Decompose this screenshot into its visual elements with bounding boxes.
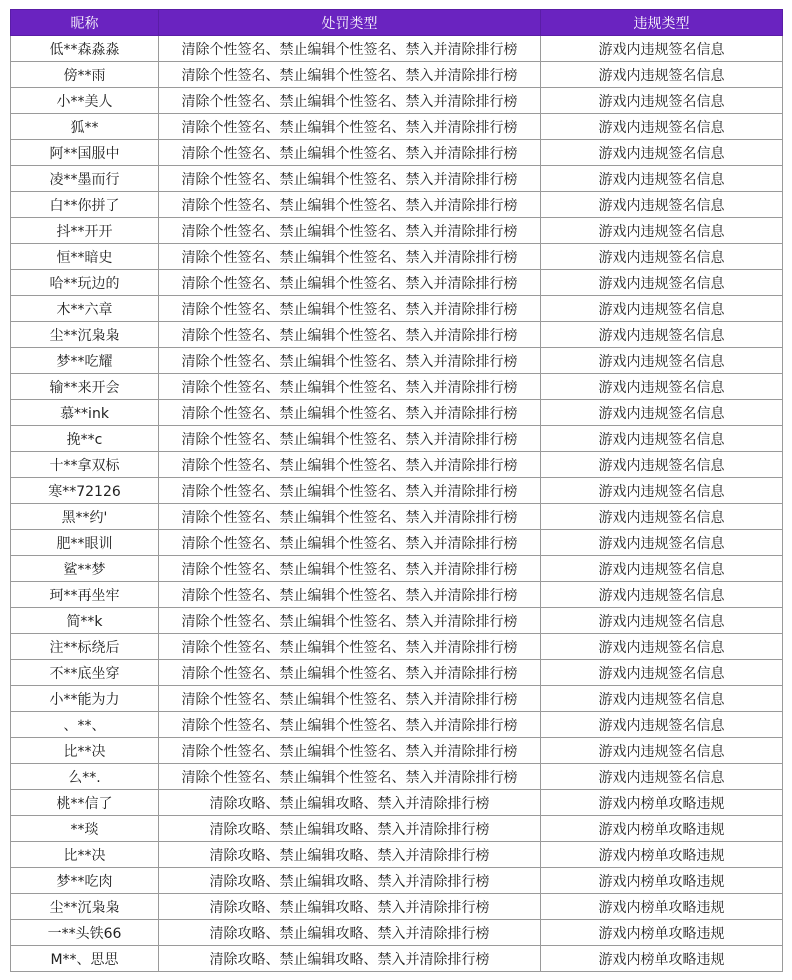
cell-violation-type: 游戏内榜单攻略违规 xyxy=(541,894,783,920)
cell-penalty-type: 清除个性签名、禁止编辑个性签名、禁入并清除排行榜 xyxy=(159,62,541,88)
table-row xyxy=(11,244,783,270)
cell-nickname: 梦**吃肉 xyxy=(11,868,159,894)
cell-nickname: 尘**沉枭枭 xyxy=(11,322,159,348)
cell-nickname: 梦**吃耀 xyxy=(11,348,159,374)
table-row xyxy=(11,62,783,88)
table-row xyxy=(11,452,783,478)
cell-nickname: 抖**开开 xyxy=(11,218,159,244)
cell-nickname: 黑**约' xyxy=(11,504,159,530)
cell-penalty-type: 清除个性签名、禁止编辑个性签名、禁入并清除排行榜 xyxy=(159,426,541,452)
cell-penalty-type: 清除个性签名、禁止编辑个性签名、禁入并清除排行榜 xyxy=(159,140,541,166)
table-row xyxy=(11,608,783,634)
cell-violation-type: 游戏内违规签名信息 xyxy=(541,504,783,530)
table-row xyxy=(11,426,783,452)
cell-nickname: 傍**雨 xyxy=(11,62,159,88)
cell-nickname: 不**底坐穿 xyxy=(11,660,159,686)
cell-nickname: 哈**玩边的 xyxy=(11,270,159,296)
cell-violation-type: 游戏内违规签名信息 xyxy=(541,686,783,712)
cell-penalty-type: 清除攻略、禁止编辑攻略、禁入并清除排行榜 xyxy=(159,842,541,868)
cell-violation-type: 游戏内违规签名信息 xyxy=(541,556,783,582)
cell-violation-type: 游戏内违规签名信息 xyxy=(541,426,783,452)
cell-nickname: 狐** xyxy=(11,114,159,140)
cell-violation-type: 游戏内违规签名信息 xyxy=(541,140,783,166)
table-header-row xyxy=(11,10,783,36)
cell-penalty-type: 清除个性签名、禁止编辑个性签名、禁入并清除排行榜 xyxy=(159,686,541,712)
table-row xyxy=(11,660,783,686)
cell-nickname: 低**森淼淼 xyxy=(11,36,159,62)
cell-penalty-type: 清除个性签名、禁止编辑个性签名、禁入并清除排行榜 xyxy=(159,738,541,764)
cell-violation-type: 游戏内违规签名信息 xyxy=(541,88,783,114)
cell-nickname: 小**能为力 xyxy=(11,686,159,712)
cell-nickname: 比**决 xyxy=(11,842,159,868)
cell-violation-type: 游戏内违规签名信息 xyxy=(541,478,783,504)
cell-penalty-type: 清除个性签名、禁止编辑个性签名、禁入并清除排行榜 xyxy=(159,348,541,374)
cell-penalty-type: 清除个性签名、禁止编辑个性签名、禁入并清除排行榜 xyxy=(159,530,541,556)
table-row xyxy=(11,920,783,946)
table-row xyxy=(11,868,783,894)
table-row xyxy=(11,842,783,868)
cell-violation-type: 游戏内违规签名信息 xyxy=(541,348,783,374)
cell-nickname: 简**k xyxy=(11,608,159,634)
table-row xyxy=(11,374,783,400)
cell-violation-type: 游戏内违规签名信息 xyxy=(541,608,783,634)
table-row xyxy=(11,738,783,764)
cell-penalty-type: 清除个性签名、禁止编辑个性签名、禁入并清除排行榜 xyxy=(159,504,541,530)
cell-nickname: 么**. xyxy=(11,764,159,790)
cell-penalty-type: 清除攻略、禁止编辑攻略、禁入并清除排行榜 xyxy=(159,790,541,816)
cell-nickname: **琰 xyxy=(11,816,159,842)
cell-violation-type: 游戏内违规签名信息 xyxy=(541,452,783,478)
cell-penalty-type: 清除个性签名、禁止编辑个性签名、禁入并清除排行榜 xyxy=(159,582,541,608)
table-row xyxy=(11,218,783,244)
cell-violation-type: 游戏内榜单攻略违规 xyxy=(541,816,783,842)
cell-nickname: 阿**国服中 xyxy=(11,140,159,166)
cell-violation-type: 游戏内违规签名信息 xyxy=(541,530,783,556)
table-row xyxy=(11,270,783,296)
cell-violation-type: 游戏内违规签名信息 xyxy=(541,634,783,660)
header-penalty-type: 处罚类型 xyxy=(159,10,541,36)
cell-nickname: 凌**墨而行 xyxy=(11,166,159,192)
cell-violation-type: 游戏内榜单攻略违规 xyxy=(541,842,783,868)
cell-nickname: 木**六章 xyxy=(11,296,159,322)
cell-penalty-type: 清除个性签名、禁止编辑个性签名、禁入并清除排行榜 xyxy=(159,452,541,478)
cell-violation-type: 游戏内榜单攻略违规 xyxy=(541,920,783,946)
table-row xyxy=(11,712,783,738)
cell-penalty-type: 清除个性签名、禁止编辑个性签名、禁入并清除排行榜 xyxy=(159,218,541,244)
penalty-table xyxy=(10,9,783,972)
cell-nickname: 小**美人 xyxy=(11,88,159,114)
cell-violation-type: 游戏内违规签名信息 xyxy=(541,322,783,348)
cell-violation-type: 游戏内违规签名信息 xyxy=(541,660,783,686)
cell-penalty-type: 清除个性签名、禁止编辑个性签名、禁入并清除排行榜 xyxy=(159,192,541,218)
cell-penalty-type: 清除个性签名、禁止编辑个性签名、禁入并清除排行榜 xyxy=(159,114,541,140)
cell-penalty-type: 清除攻略、禁止编辑攻略、禁入并清除排行榜 xyxy=(159,946,541,972)
cell-nickname: 寒**72126 xyxy=(11,478,159,504)
cell-nickname: 十**拿双标 xyxy=(11,452,159,478)
cell-penalty-type: 清除个性签名、禁止编辑个性签名、禁入并清除排行榜 xyxy=(159,270,541,296)
cell-violation-type: 游戏内违规签名信息 xyxy=(541,218,783,244)
table-row xyxy=(11,764,783,790)
cell-nickname: 、**、 xyxy=(11,712,159,738)
cell-nickname: 桃**信了 xyxy=(11,790,159,816)
table-row xyxy=(11,322,783,348)
cell-nickname: 慕**ink xyxy=(11,400,159,426)
cell-violation-type: 游戏内违规签名信息 xyxy=(541,400,783,426)
cell-penalty-type: 清除攻略、禁止编辑攻略、禁入并清除排行榜 xyxy=(159,816,541,842)
cell-penalty-type: 清除个性签名、禁止编辑个性签名、禁入并清除排行榜 xyxy=(159,478,541,504)
cell-penalty-type: 清除攻略、禁止编辑攻略、禁入并清除排行榜 xyxy=(159,894,541,920)
cell-nickname: 鲨**梦 xyxy=(11,556,159,582)
cell-violation-type: 游戏内榜单攻略违规 xyxy=(541,790,783,816)
cell-penalty-type: 清除个性签名、禁止编辑个性签名、禁入并清除排行榜 xyxy=(159,296,541,322)
cell-penalty-type: 清除个性签名、禁止编辑个性签名、禁入并清除排行榜 xyxy=(159,400,541,426)
cell-violation-type: 游戏内违规签名信息 xyxy=(541,738,783,764)
cell-violation-type: 游戏内违规签名信息 xyxy=(541,192,783,218)
table-row xyxy=(11,504,783,530)
cell-violation-type: 游戏内违规签名信息 xyxy=(541,166,783,192)
cell-penalty-type: 清除个性签名、禁止编辑个性签名、禁入并清除排行榜 xyxy=(159,634,541,660)
header-violation-type: 违规类型 xyxy=(541,10,783,36)
cell-nickname: 一**头铁66 xyxy=(11,920,159,946)
table-row xyxy=(11,36,783,62)
cell-nickname: 尘**沉枭枭 xyxy=(11,894,159,920)
cell-nickname: 恒**暗史 xyxy=(11,244,159,270)
header-nickname: 昵称 xyxy=(11,10,159,36)
table-row xyxy=(11,582,783,608)
cell-violation-type: 游戏内违规签名信息 xyxy=(541,374,783,400)
table-row xyxy=(11,348,783,374)
cell-nickname: 肥**眼训 xyxy=(11,530,159,556)
cell-nickname: 白**你拼了 xyxy=(11,192,159,218)
cell-violation-type: 游戏内违规签名信息 xyxy=(541,244,783,270)
cell-penalty-type: 清除个性签名、禁止编辑个性签名、禁入并清除排行榜 xyxy=(159,88,541,114)
cell-violation-type: 游戏内违规签名信息 xyxy=(541,764,783,790)
cell-penalty-type: 清除个性签名、禁止编辑个性签名、禁入并清除排行榜 xyxy=(159,166,541,192)
table-row xyxy=(11,192,783,218)
cell-violation-type: 游戏内榜单攻略违规 xyxy=(541,946,783,972)
cell-penalty-type: 清除攻略、禁止编辑攻略、禁入并清除排行榜 xyxy=(159,868,541,894)
cell-violation-type: 游戏内违规签名信息 xyxy=(541,296,783,322)
cell-nickname: 比**决 xyxy=(11,738,159,764)
cell-nickname: 注**标绕后 xyxy=(11,634,159,660)
table-row xyxy=(11,530,783,556)
table-row xyxy=(11,556,783,582)
table-row xyxy=(11,634,783,660)
cell-violation-type: 游戏内违规签名信息 xyxy=(541,582,783,608)
cell-penalty-type: 清除个性签名、禁止编辑个性签名、禁入并清除排行榜 xyxy=(159,764,541,790)
table-row xyxy=(11,686,783,712)
cell-violation-type: 游戏内违规签名信息 xyxy=(541,62,783,88)
cell-penalty-type: 清除个性签名、禁止编辑个性签名、禁入并清除排行榜 xyxy=(159,712,541,738)
cell-penalty-type: 清除个性签名、禁止编辑个性签名、禁入并清除排行榜 xyxy=(159,244,541,270)
cell-penalty-type: 清除个性签名、禁止编辑个性签名、禁入并清除排行榜 xyxy=(159,660,541,686)
table-row xyxy=(11,478,783,504)
table-row xyxy=(11,296,783,322)
table-body xyxy=(11,36,783,972)
cell-violation-type: 游戏内违规签名信息 xyxy=(541,270,783,296)
cell-nickname: 珂**再坐牢 xyxy=(11,582,159,608)
table-row xyxy=(11,816,783,842)
table-row xyxy=(11,946,783,972)
cell-penalty-type: 清除个性签名、禁止编辑个性签名、禁入并清除排行榜 xyxy=(159,322,541,348)
table-row xyxy=(11,894,783,920)
cell-nickname: 挽**c xyxy=(11,426,159,452)
cell-nickname: 输**来开会 xyxy=(11,374,159,400)
table-row xyxy=(11,400,783,426)
cell-violation-type: 游戏内违规签名信息 xyxy=(541,114,783,140)
table-row xyxy=(11,140,783,166)
cell-violation-type: 游戏内榜单攻略违规 xyxy=(541,868,783,894)
table-row xyxy=(11,790,783,816)
cell-penalty-type: 清除个性签名、禁止编辑个性签名、禁入并清除排行榜 xyxy=(159,374,541,400)
cell-penalty-type: 清除个性签名、禁止编辑个性签名、禁入并清除排行榜 xyxy=(159,36,541,62)
table-row xyxy=(11,88,783,114)
cell-penalty-type: 清除个性签名、禁止编辑个性签名、禁入并清除排行榜 xyxy=(159,608,541,634)
cell-nickname: M**、思思 xyxy=(11,946,159,972)
table-row xyxy=(11,166,783,192)
cell-penalty-type: 清除个性签名、禁止编辑个性签名、禁入并清除排行榜 xyxy=(159,556,541,582)
cell-violation-type: 游戏内违规签名信息 xyxy=(541,712,783,738)
cell-penalty-type: 清除攻略、禁止编辑攻略、禁入并清除排行榜 xyxy=(159,920,541,946)
table-row xyxy=(11,114,783,140)
cell-violation-type: 游戏内违规签名信息 xyxy=(541,36,783,62)
